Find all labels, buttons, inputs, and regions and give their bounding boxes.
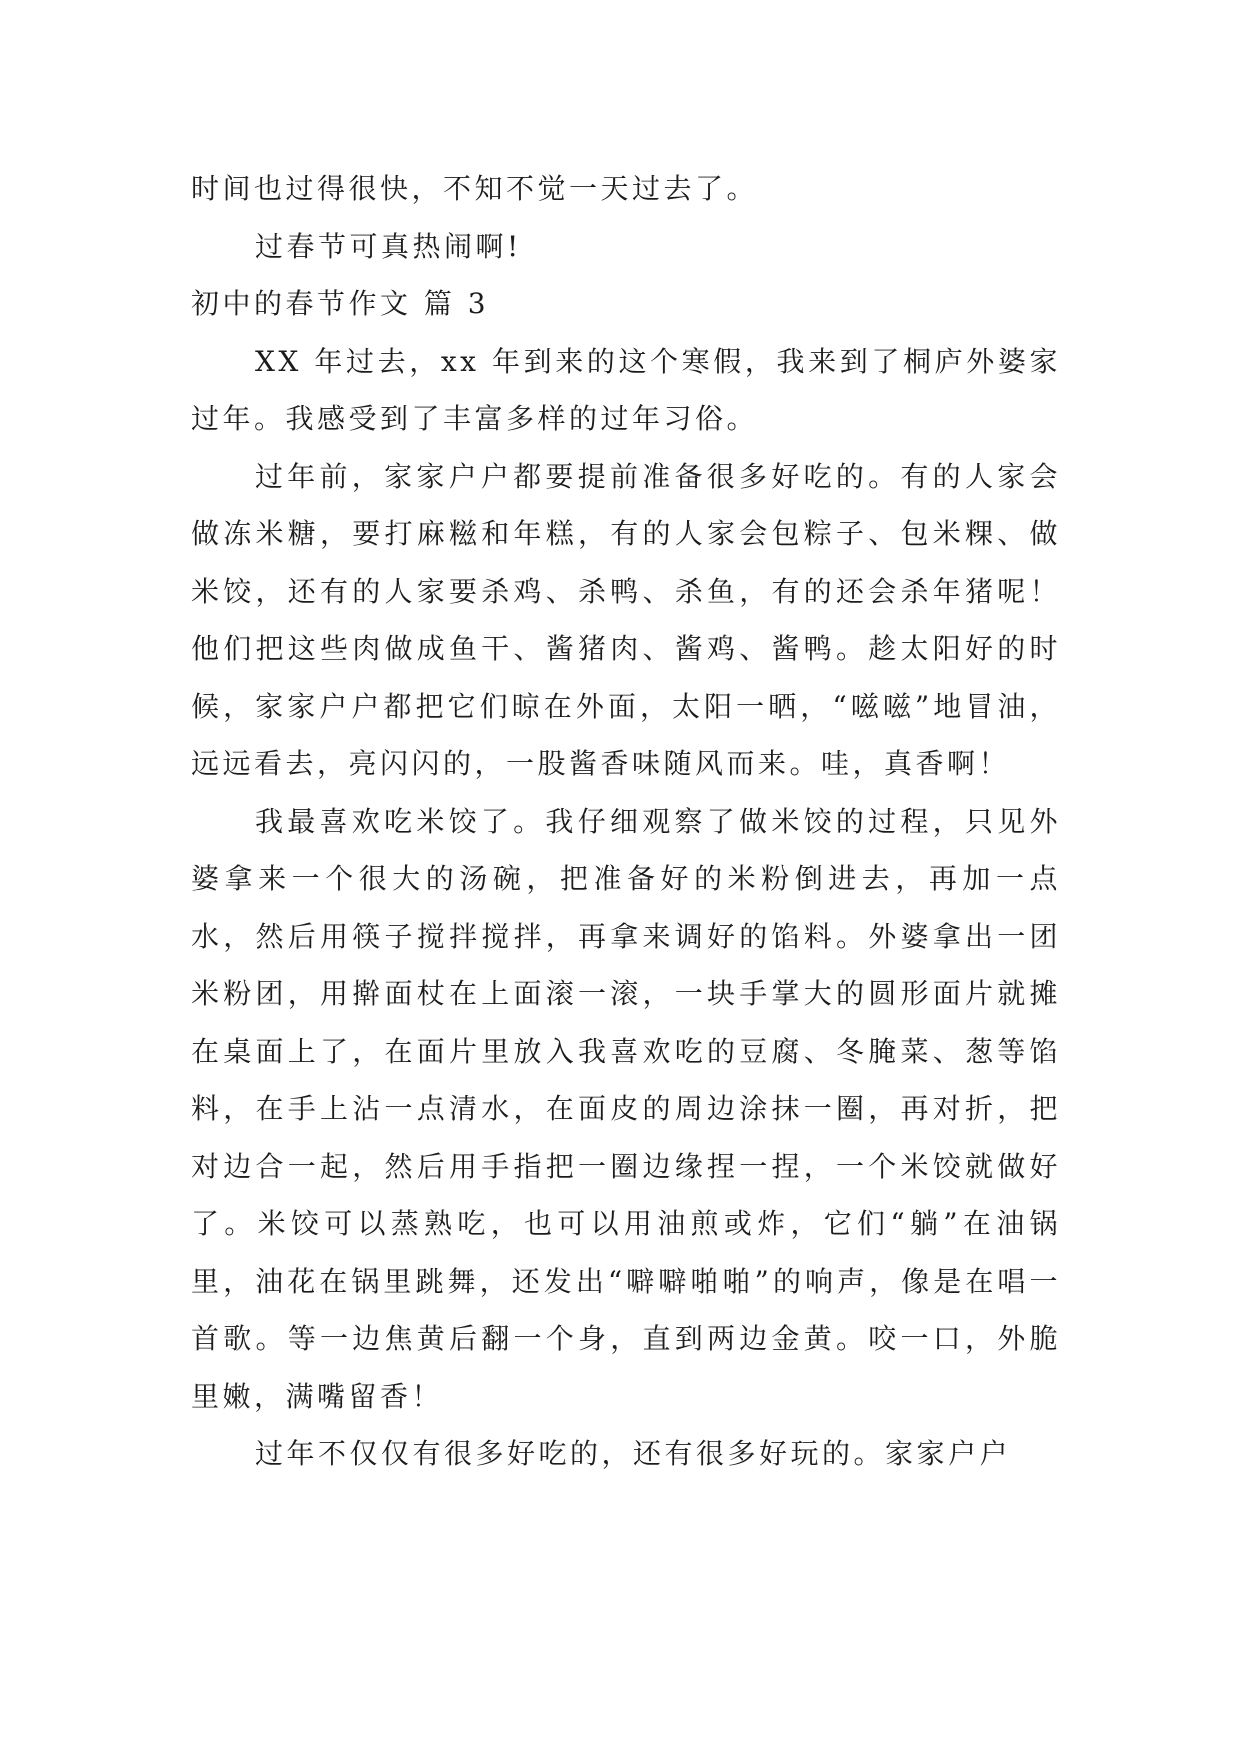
intro-tail-paragraph: 时间也过得很快，不知不觉一天过去了。 [191, 172, 759, 205]
body-paragraph: 我最喜欢吃米饺了。我仔细观察了做米饺的过程，只见外婆拿来一个很大的汤碗，把准备好的米粉倒进去，再加一点水，然后用筷子搅拌搅拌，再拿来调好的馅料。外婆拿出一团米粉团，用擀面杖在上面滚一滚，一块手掌大的圆形面片就摊在桌面上了，在面片里放入我喜欢吃的豆腐、冬腌菜、葱等馅料，在手上沾一点清水，在面皮的周边涂抹一圈，再对折，把对边合一起，然后用手指把一圈边缘捏一捏，一个米饺就做好了。米饺可以蒸熟吃，也可以用油煎或炸，它们“躺”在油锅里，油花在锅里跳舞，还发出“噼噼啪啪”的响声，像是在唱一首歌。等一边焦黄后翻一个身，直到两边金黄。咬一口，外脆里嫩，满嘴留香！ [191, 804, 1061, 1413]
section-title: 初中的春节作文 篇 3 [191, 287, 490, 320]
body-paragraph: XX 年过去，xx 年到来的这个寒假，我来到了桐庐外婆家过年。我感受到了丰富多样的过年习俗。 [191, 344, 1061, 435]
intro-closing-paragraph: 过春节可真热闹啊! [255, 229, 522, 263]
document-body [191, 160, 1061, 1483]
body-paragraph: 过年前，家家户户都要提前准备很多好吃的。有的人家会做冻米糖，要打麻糍和年糕，有的人家会包粽子、包米粿、做米饺，还有的人家要杀鸡、杀鸭、杀鱼，有的还会杀年猪呢！他们把这些肉做成鱼干、酱猪肉、酱鸡、酱鸭。趁太阳好的时候，家家户户都把它们晾在外面，太阳一晒，“嗞嗞”地冒油，远远看去，亮闪闪的，一股酱香味随风而来。哇，真香啊！ [191, 459, 1061, 780]
body-paragraph: 过年不仅仅有很多好吃的，还有很多好玩的。家家户户 [255, 1437, 1012, 1470]
